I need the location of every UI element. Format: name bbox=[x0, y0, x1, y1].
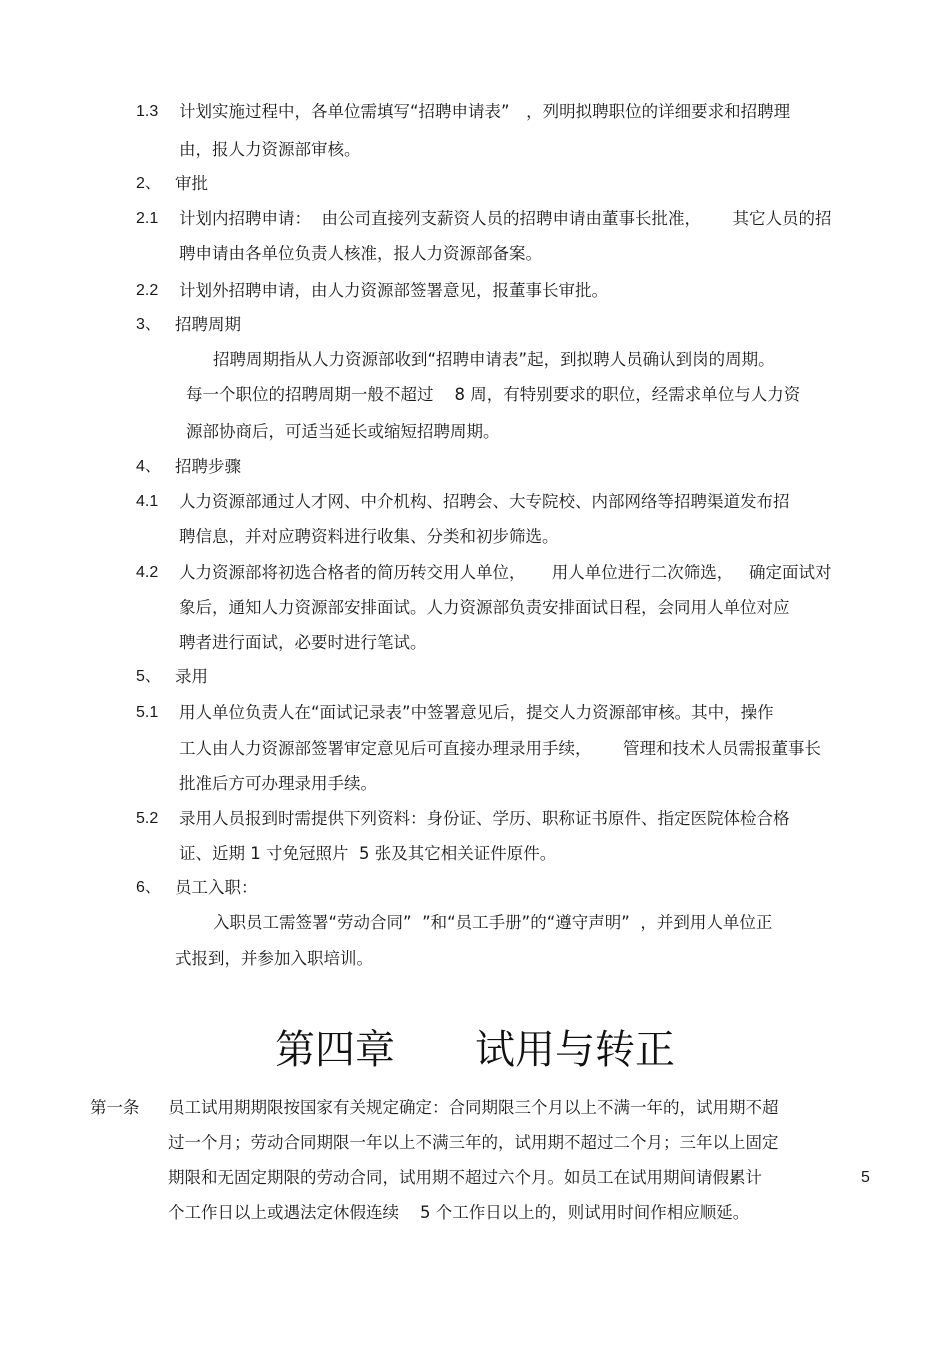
item-5-2-line-1: 录用人员报到时需提供下列资料：身份证、学历、职称证书原件、指定医院体检合格 bbox=[179, 809, 790, 828]
section-number-4: 4、 bbox=[136, 458, 161, 475]
article-label: 第一条 bbox=[90, 1098, 140, 1117]
onboarding-paragraph-line-1: 入职员工需签署“劳动合同” ”和“员工手册”的“遵守声明” ，并到用人单位正 bbox=[213, 913, 773, 932]
item-1-3-line-1: 计划实施过程中，各单位需填写“招聘申请表” ，列明拟聘职位的详细要求和招聘理 bbox=[179, 102, 791, 121]
item-5-1-line-1: 用人单位负责人在“面试记录表”中签署意见后，提交人力资源部审核。其中，操作 bbox=[179, 703, 774, 722]
section-number-6: 6、 bbox=[136, 879, 161, 896]
article-line-3: 期限和无固定期限的劳动合同，试用期不超过六个月。如员工在试用期间请假累计 bbox=[168, 1168, 762, 1187]
item-4-2-line-3: 聘者进行面试，必要时进行笔试。 bbox=[179, 633, 427, 652]
onboarding-paragraph-line-2: 式报到，并参加入职培训。 bbox=[175, 949, 373, 968]
item-2-1-line-2: 聘申请由各单位负责人核准，报人力资源部备案。 bbox=[179, 244, 542, 263]
section-3-title: 招聘周期 bbox=[175, 315, 241, 334]
item-number-2-1: 2.1 bbox=[136, 210, 159, 227]
article-line-2: 过一个月；劳动合同期限一年以上不满三年的，试用期不超过二个月；三年以上固定 bbox=[168, 1133, 779, 1152]
item-number-4-1: 4.1 bbox=[136, 493, 159, 510]
section-number-2: 2、 bbox=[136, 175, 161, 192]
item-5-1-line-2: 工人由人力资源部签署审定意见后可直接办理录用手续， 管理和技术人员需报董事长 bbox=[179, 739, 821, 758]
item-number-2-2: 2.2 bbox=[136, 282, 159, 299]
item-number-1-3: 1.3 bbox=[136, 103, 159, 120]
item-number-5-2: 5.2 bbox=[136, 810, 159, 827]
section-number-5: 5、 bbox=[136, 668, 161, 685]
item-1-3-line-2: 由，报人力资源部审核。 bbox=[179, 140, 361, 159]
section-4-title: 招聘步骤 bbox=[175, 457, 241, 476]
article-trailing-number: 5 bbox=[861, 1169, 870, 1186]
item-5-2-line-2: 证、近期 1 寸免冠照片 5 张及其它相关证件原件。 bbox=[179, 844, 557, 863]
item-number-4-2: 4.2 bbox=[136, 564, 159, 581]
chapter-title: 第四章 试用与转正 bbox=[275, 1027, 675, 1073]
item-2-1-line-1: 计划内招聘申请： 由公司直接列支薪资人员的招聘申请由董事长批准， 其它人员的招 bbox=[179, 209, 832, 228]
section-5-title: 录用 bbox=[175, 667, 208, 686]
section-6-title: 员工入职： bbox=[175, 878, 258, 897]
item-2-2-line-1: 计划外招聘申请，由人力资源部签署意见，报董事长审批。 bbox=[179, 281, 608, 300]
item-4-2-line-1: 人力资源部将初选合格者的简历转交用人单位， 用人单位进行二次筛选， 确定面试对 bbox=[179, 563, 832, 582]
item-5-1-line-3: 批准后方可办理录用手续。 bbox=[179, 774, 377, 793]
cycle-paragraph-line-2: 每一个职位的招聘周期一般不超过 8 周，有特别要求的职位，经需求单位与人力资 bbox=[186, 385, 801, 404]
section-number-3: 3、 bbox=[136, 316, 161, 333]
cycle-paragraph-line-1: 招聘周期指从人力资源部收到“招聘申请表”起，到拟聘人员确认到岗的周期。 bbox=[213, 350, 775, 369]
cycle-paragraph-line-3: 源部协商后，可适当延长或缩短招聘周期。 bbox=[186, 422, 500, 441]
item-4-1-line-1: 人力资源部通过人才网、中介机构、招聘会、大专院校、内部网络等招聘渠道发布招 bbox=[179, 492, 790, 511]
section-2-title: 审批 bbox=[175, 174, 208, 193]
item-4-1-line-2: 聘信息，并对应聘资料进行收集、分类和初步筛选。 bbox=[179, 527, 559, 546]
article-line-1: 员工试用期期限按国家有关规定确定：合同期限三个月以上不满一年的，试用期不超 bbox=[168, 1098, 779, 1117]
article-line-4: 个工作日以上或遇法定休假连续 5 个工作日以上的，则试用时间作相应顺延。 bbox=[168, 1203, 750, 1222]
item-4-2-line-2: 象后，通知人力资源部安排面试。人力资源部负责安排面试日程，会同用人单位对应 bbox=[179, 598, 790, 617]
item-number-5-1: 5.1 bbox=[136, 704, 159, 721]
